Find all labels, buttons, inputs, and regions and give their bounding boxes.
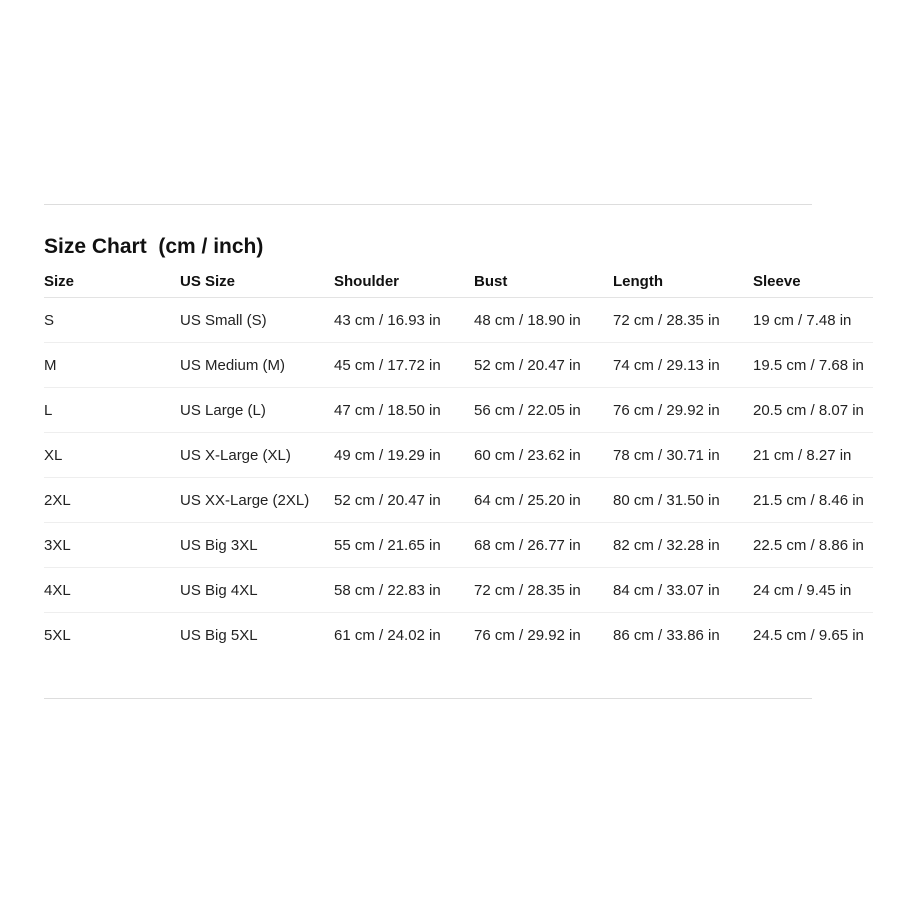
bottom-divider: [44, 698, 812, 699]
cell-size: XL: [44, 433, 180, 478]
cell-sleeve: 19.5 cm / 7.68 in: [753, 343, 873, 388]
header-size: Size: [44, 266, 180, 298]
cell-us-size: US Medium (M): [180, 343, 334, 388]
header-bust: Bust: [474, 266, 613, 298]
cell-bust: 48 cm / 18.90 in: [474, 298, 613, 343]
cell-size: 5XL: [44, 626, 71, 644]
cell-us-size: US Big 4XL: [180, 568, 334, 613]
cell-sleeve: 21 cm / 8.27 in: [753, 433, 873, 478]
table-row: [44, 523, 873, 568]
cell-shoulder: 61 cm / 24.02 in: [334, 626, 441, 644]
header-sleeve: Sleeve: [753, 266, 873, 298]
cell-us-size: US X-Large (XL): [180, 433, 334, 478]
cell-bust: 60 cm / 23.62 in: [474, 433, 613, 478]
cell-length: 84 cm / 33.07 in: [613, 568, 753, 613]
size-chart-table: [44, 266, 873, 657]
cell-bust: 64 cm / 25.20 in: [474, 478, 613, 523]
cell-shoulder: 58 cm / 22.83 in: [334, 568, 474, 613]
header-shoulder: Shoulder: [334, 266, 474, 298]
cell-us-size: US XX-Large (2XL): [180, 478, 334, 523]
cell-shoulder: 47 cm / 18.50 in: [334, 388, 474, 433]
cell-size: 4XL: [44, 568, 180, 613]
cell-shoulder: 45 cm / 17.72 in: [334, 343, 474, 388]
cell-length: 74 cm / 29.13 in: [613, 343, 753, 388]
cell-sleeve: 24 cm / 9.45 in: [753, 568, 873, 613]
cell-size: 3XL: [44, 523, 180, 568]
cell-size: M: [44, 343, 180, 388]
cell-size: L: [44, 388, 180, 433]
top-divider: [44, 204, 812, 205]
cell-us-size: US Large (L): [180, 388, 334, 433]
cell-sleeve: 19 cm / 7.48 in: [753, 298, 873, 343]
header-us-size: US Size: [180, 266, 334, 298]
cell-shoulder: 43 cm / 16.93 in: [334, 298, 474, 343]
cell-bust: 72 cm / 28.35 in: [474, 568, 613, 613]
cell-sleeve: 20.5 cm / 8.07 in: [753, 388, 873, 433]
table-header-row: [44, 266, 873, 298]
cell-shoulder: 49 cm / 19.29 in: [334, 433, 474, 478]
table-row: [44, 343, 873, 388]
cell-size: 2XL: [44, 478, 180, 523]
cell-length: 76 cm / 29.92 in: [613, 388, 753, 433]
table-row: [44, 298, 873, 343]
table-row: [44, 433, 873, 478]
cell-bust: 76 cm / 29.92 in: [474, 626, 581, 644]
cell-sleeve: 22.5 cm / 8.86 in: [753, 523, 873, 568]
cell-us-size: US Big 5XL: [180, 626, 258, 644]
cell-sleeve: 21.5 cm / 8.46 in: [753, 478, 873, 523]
table-row: [44, 568, 873, 613]
cell-length: 72 cm / 28.35 in: [613, 298, 753, 343]
cell-length: 78 cm / 30.71 in: [613, 433, 753, 478]
page-title: Size Chart (cm / inch): [44, 235, 264, 258]
cell-shoulder: 55 cm / 21.65 in: [334, 523, 474, 568]
cell-bust: 68 cm / 26.77 in: [474, 523, 613, 568]
cell-us-size: US Small (S): [180, 298, 334, 343]
cell-length: 80 cm / 31.50 in: [613, 478, 753, 523]
table-row: [44, 388, 873, 433]
header-length: Length: [613, 266, 753, 298]
cell-us-size: US Big 3XL: [180, 523, 334, 568]
table-row: [44, 478, 873, 523]
cell-bust: 52 cm / 20.47 in: [474, 343, 613, 388]
cell-length: 86 cm / 33.86 in: [613, 626, 720, 644]
table-row: [44, 613, 873, 658]
cell-length: 82 cm / 32.28 in: [613, 523, 753, 568]
cell-shoulder: 52 cm / 20.47 in: [334, 478, 474, 523]
cell-bust: 56 cm / 22.05 in: [474, 388, 613, 433]
cell-size: S: [44, 298, 180, 343]
cell-sleeve: 24.5 cm / 9.65 in: [753, 626, 864, 644]
